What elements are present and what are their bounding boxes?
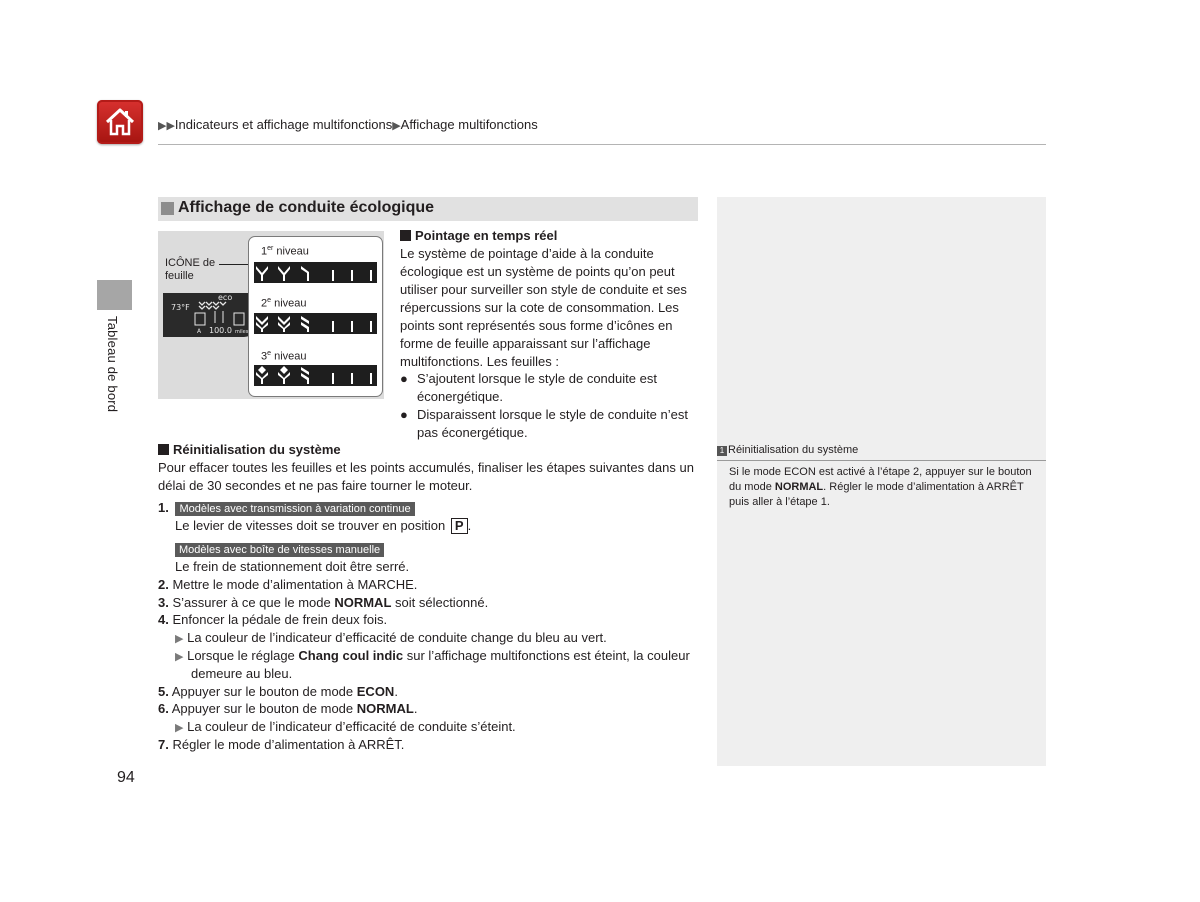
note-title	[717, 444, 858, 456]
leaf-level-1-icon	[254, 262, 377, 283]
breadcrumb-link-multifunction[interactable]: Affichage multifonctions	[400, 117, 538, 132]
heading-square-icon	[158, 444, 169, 455]
home-icon	[104, 106, 136, 138]
bullet-icon: ●	[400, 407, 408, 422]
step-1-manual-text: Le frein de stationnement doit être serré.	[175, 559, 410, 574]
tag-manual-row	[175, 540, 384, 558]
step-4-result-1: ▶ La couleur de l’indicateur d’efficacité de conduite change du bleu au vert.	[175, 630, 607, 645]
dash-odometer: 100.0	[209, 326, 232, 335]
note-marker-icon: 1	[717, 446, 727, 456]
leaf-level-2-icon	[254, 313, 377, 334]
leaf-level-3-icon	[254, 365, 377, 386]
home-button[interactable]	[97, 100, 143, 144]
dashboard-display	[163, 293, 258, 337]
dash-temp: 73°F	[171, 303, 190, 312]
bullet-icon: ●	[400, 371, 408, 386]
reset-heading: Réinitialisation du système	[158, 442, 341, 457]
dashboard-eco-icon	[163, 293, 258, 337]
bullet-item-2: ● Disparaissent lorsque le style de conduite n’est pas éconergétique.	[400, 407, 688, 440]
gear-p-icon: P	[451, 518, 468, 534]
step-4-result-2-cont: demeure au bleu.	[191, 666, 293, 681]
section-title: Affichage de conduite écologique	[178, 199, 435, 216]
step-5: 5. Appuyer sur le bouton de mode ECON.	[158, 684, 398, 699]
step-7: 7. Régler le mode d’alimentation à ARRÊT.	[158, 737, 405, 752]
heading-square-icon	[400, 230, 411, 241]
level-3-label: 3e niveau	[261, 350, 307, 363]
step-6-result-1: ▶ La couleur de l’indicateur d’efficacité de conduite s’éteint.	[175, 719, 516, 734]
level-3-strip	[254, 365, 377, 386]
step-1-cvt-text: Le levier de vitesses doit se trouver en position P .	[175, 518, 472, 533]
breadcrumb: ▶▶Indicateurs et affichage multifonctions▶Affichage multifonctions	[158, 117, 538, 132]
bullet-item-1: ● S’ajoutent lorsque le style de conduite est éconergétique.	[400, 371, 657, 404]
page-number: 94	[117, 769, 135, 786]
step-4: 4. Enfoncer la pédale de frein deux fois.	[158, 612, 388, 627]
dash-unit: miles	[235, 329, 249, 335]
result-arrow-icon: ▶	[175, 722, 184, 734]
level-1-label: 1er niveau	[261, 245, 309, 258]
realtime-paragraph: Le système de pointage d’aide à la conduite écologique est un système de points qu’on peut utiliser pour surveiller son style de conduite et ses répercussions sur la cote de consommation. Les points sont représentés sous forme d’icônes en forme de feuille apparaissant sur l’affichage multifonctions. Les feuilles :	[400, 246, 687, 369]
note-line-1: Si le mode ECON est activé à l’étape 2, appuyer sur le bouton	[729, 466, 1032, 478]
reset-intro: Pour effacer toutes les feuilles et les points accumulés, finaliser les étapes suivantes dans un délai de 30 secondes et ne pas faire tourner le moteur.	[158, 460, 694, 493]
step-1: 1. Modèles avec transmission à variation continue	[158, 499, 415, 517]
note-line-3: puis aller à l’étape 1.	[729, 496, 830, 508]
result-arrow-icon: ▶	[175, 633, 184, 645]
note-line-2: du mode NORMAL. Régler le mode d’alimentation à ARRÊT	[729, 481, 1024, 493]
note-body	[729, 465, 1039, 510]
result-arrow-icon: ▶	[175, 651, 184, 663]
header-divider	[158, 144, 1046, 145]
step-6: 6. Appuyer sur le bouton de mode NORMAL.	[158, 701, 418, 716]
breadcrumb-link-indicators[interactable]: Indicateurs et affichage multifonctions	[174, 117, 393, 132]
step-3: 3. S’assurer à ce que le mode NORMAL soit sélectionné.	[158, 595, 489, 610]
section-square-icon	[161, 202, 174, 215]
dash-a: A	[197, 328, 202, 335]
note-divider	[717, 460, 1046, 461]
tag-manual-models: Modèles avec boîte de vitesses manuelle	[175, 543, 384, 557]
level-2-strip	[254, 313, 377, 334]
step-4-result-2: ▶ Lorsque le réglage Chang coul indic sur l’affichage multifonctions est éteint, la couleur	[175, 648, 690, 663]
eco-display-illustration	[158, 231, 384, 399]
step-2: 2. Mettre le mode d’alimentation à MARCHE.	[158, 577, 418, 592]
side-tab-marker[interactable]	[97, 280, 132, 310]
realtime-heading: Pointage en temps réel	[400, 228, 557, 243]
tag-cvt-models: Modèles avec transmission à variation continue	[175, 502, 414, 516]
leaf-icon-label: ICÔNE de feuille	[165, 257, 216, 282]
section-header	[158, 197, 698, 221]
side-tab-label: Tableau de bord	[105, 316, 120, 413]
level-2-label: 2e niveau	[261, 297, 307, 310]
note-title-text: Réinitialisation du système	[728, 444, 859, 456]
level-1-strip	[254, 262, 377, 283]
dash-eco-text: eco	[218, 293, 233, 302]
